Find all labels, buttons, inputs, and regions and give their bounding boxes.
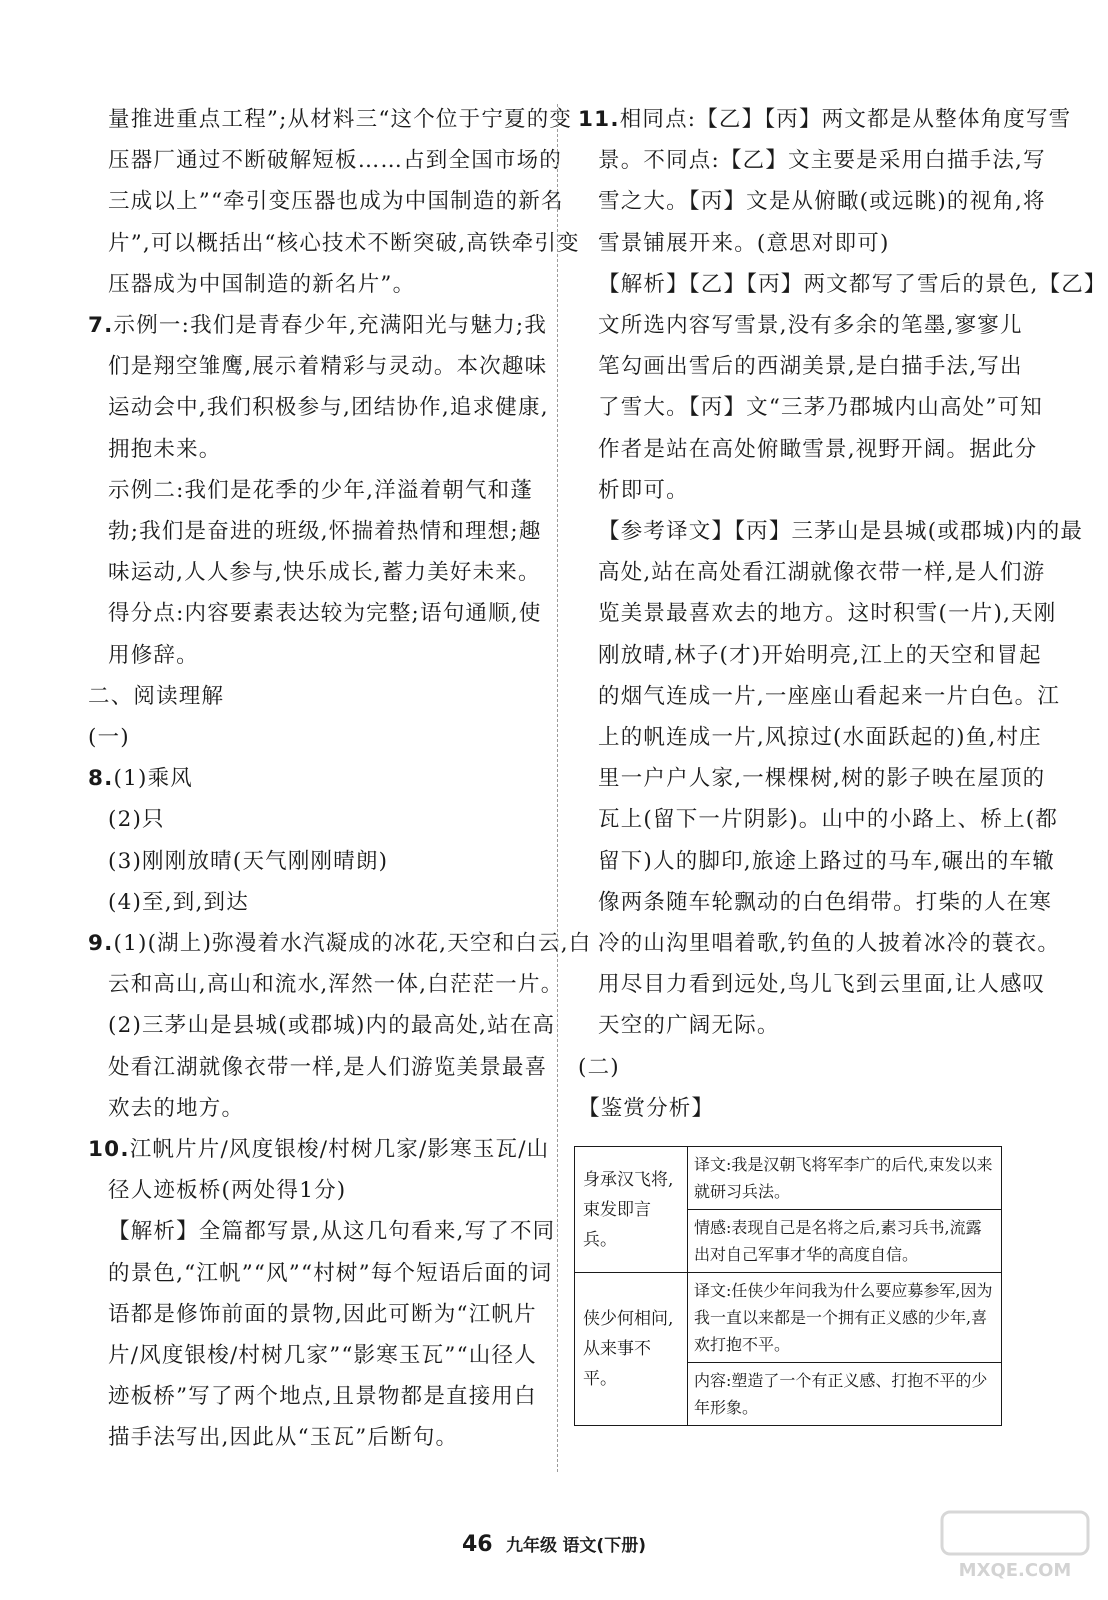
text-line: 【解析】【乙】【丙】两文都写了雪后的景色,【乙】	[598, 271, 1107, 297]
text-line: 语都是修饰前面的景物,因此可断为“江帆片	[108, 1301, 537, 1327]
text-line: (2)只	[108, 807, 165, 833]
text-line: 冷的山沟里唱着歌,钓鱼的人披着冰冷的蓑衣。	[598, 931, 1061, 956]
page-number: 46	[462, 1532, 493, 1557]
text-line: 压器成为中国制造的新名片”。	[108, 271, 416, 297]
text-line: 上的帆连成一片,风掠过(水面跃起的)鱼,村庄	[598, 725, 1042, 750]
text-line: (二)	[578, 1054, 620, 1080]
text-line: 高处,站在高处看江湖就像衣带一样,是人们游	[598, 560, 1046, 586]
text-line: 片”,可以概括出“核心技术不断突破,高铁牵引变	[108, 230, 580, 256]
text-line: 文所选内容写雪景,没有多余的笔墨,寥寥儿	[598, 313, 1023, 338]
text-line: 云和高山,高山和流水,浑然一体,白茫茫一片。	[108, 972, 564, 998]
text-line: 10.江帆片片/风度银梭/村树几家/影寒玉瓦/山	[88, 1137, 550, 1162]
appreciation-table	[574, 1146, 1002, 1426]
text-line: 刚放晴,林子(才)开始明亮,江上的天空和冒起	[598, 642, 1042, 668]
text-line: 味运动,人人参与,快乐成长,蓄力美好未来。	[108, 560, 541, 586]
text-line: 的景色,“江帆”“风”“村树”每个短语后面的词	[108, 1260, 553, 1286]
text-line: (4)至,到,到达	[108, 889, 249, 915]
text-line: 们是翔空雏鹰,展示着精彩与灵动。本次趣味	[108, 354, 548, 380]
table-cell: 内容:塑造了一个有正义感、打抱不平的少年形象。	[688, 1363, 1002, 1426]
text-line: 片/风度银梭/村树几家”“影寒玉瓦”“山径人	[108, 1343, 537, 1368]
text-line: 压器厂通过不断破解短板……占到全国市场的	[108, 148, 563, 174]
text-line: 里一户户人家,一棵棵树,树的影子映在屋顶的	[598, 766, 1046, 792]
table-key-cell: 侠少何相问,从来事不平。	[575, 1273, 688, 1426]
text-line: 拥抱未来。	[108, 436, 222, 462]
text-line: 欢去的地方。	[108, 1095, 245, 1121]
text-line: 雪之大。【丙】文是从俯瞰(或远眺)的视角,将	[598, 189, 1046, 215]
text-line: 【解析】全篇都写景,从这几句看来,写了不同	[108, 1219, 556, 1245]
grade-label: 九年级	[506, 1536, 558, 1556]
text-line: 像两条随车轮飘动的白色绢带。打柴的人在寒	[598, 889, 1053, 915]
text-line: 迹板桥”写了两个地点,且景物都是直接用白	[108, 1384, 537, 1410]
watermark-logo	[940, 1510, 1090, 1584]
text-line: 处看江湖就像衣带一样,是人们游览美景最喜	[108, 1054, 548, 1080]
text-line: (2)三茅山是县城(或郡城)内的最高处,站在高	[108, 1013, 556, 1039]
text-line: 的烟气连成一片,一座座山看起来一片白色。江	[598, 683, 1061, 709]
table-row	[575, 1273, 1002, 1363]
text-line: 析即可。	[598, 477, 689, 503]
column-divider	[557, 104, 558, 1472]
text-line: 览美景最喜欢去的地方。这时积雪(一片),天刚	[598, 601, 1057, 627]
text-line: 二、阅读理解	[88, 683, 225, 709]
text-line: 了雪大。【丙】文“三茅乃郡城内山高处”可知	[598, 395, 1043, 421]
text-line: (一)	[88, 725, 130, 750]
text-line: (3)刚刚放晴(天气刚刚晴朗)	[108, 848, 389, 874]
text-line: 三成以上”“牵引变压器也成为中国制造的新名	[108, 189, 564, 215]
table-row	[575, 1147, 1002, 1210]
text-line: 9.(1)(湖上)弥漫着水汽凝成的冰花,天空和白云,白	[88, 931, 592, 956]
table-key-cell: 身承汉飞将,束发即言兵。	[575, 1147, 688, 1273]
text-line: 【参考译文】【丙】三茅山是县城(或郡城)内的最	[598, 519, 1084, 544]
text-line: 量推进重点工程”;从材料三“这个位于宁夏的变	[108, 107, 573, 132]
question-number: 10.	[88, 1137, 130, 1162]
text-line: 描手法写出,因此从“玉瓦”后断句。	[108, 1425, 459, 1451]
question-number: 7.	[88, 313, 114, 338]
text-line: 径人迹板桥(两处得1分)	[108, 1178, 347, 1204]
text-line: 留下)人的脚印,旅途上路过的马车,碾出的车辙	[598, 848, 1055, 874]
text-line: 景。不同点:【乙】文主要是采用白描手法,写	[598, 148, 1046, 174]
subject-label: 语文(下册)	[562, 1536, 646, 1556]
table-cell: 译文:任侠少年问我为什么要应募参军,因为我一直以来都是一个拥有正义感的少年,喜欢打抱不平。	[688, 1273, 1002, 1363]
text-line: 示例二:我们是花季的少年,洋溢着朝气和蓬	[108, 477, 534, 503]
text-line: 雪景铺展开来。(意思对即可)	[598, 230, 890, 256]
question-number: 8.	[88, 766, 114, 792]
text-line: 瓦上(留下一片阴影)。山中的小路上、桥上(都	[598, 807, 1059, 833]
text-line: 用尽目力看到远处,鸟儿飞到云里面,让人感叹	[598, 972, 1046, 998]
text-line: 得分点:内容要素表达较为完整;语句通顺,使	[108, 601, 542, 627]
question-number: 9.	[88, 931, 114, 956]
text-line: 笔勾画出雪后的西湖美景,是白描手法,写出	[598, 354, 1023, 380]
text-line: 【鉴赏分析】	[578, 1095, 715, 1121]
text-line: 用修辞。	[108, 642, 199, 668]
question-number: 11.	[578, 107, 620, 132]
text-line: 8.(1)乘风	[88, 766, 193, 792]
svg-text:MXQE.COM: MXQE.COM	[958, 1560, 1072, 1581]
text-line: 7.示例一:我们是青春少年,充满阳光与魅力;我	[88, 313, 548, 338]
text-line: 运动会中,我们积极参与,团结协作,追求健康,	[108, 395, 549, 421]
table-cell: 译文:我是汉朝飞将军李广的后代,束发以来就研习兵法。	[688, 1147, 1002, 1210]
text-line: 勃;我们是奋进的班级,怀揣着热情和理想;趣	[108, 519, 542, 544]
text-line: 作者是站在高处俯瞰雪景,视野开阔。据此分	[598, 436, 1038, 462]
text-line: 天空的广阔无际。	[598, 1013, 780, 1039]
text-line: 11.相同点:【乙】【丙】两文都是从整体角度写雪	[578, 107, 1072, 132]
table-cell: 情感:表现自己是名将之后,素习兵书,流露出对自己军事才华的高度自信。	[688, 1210, 1002, 1273]
